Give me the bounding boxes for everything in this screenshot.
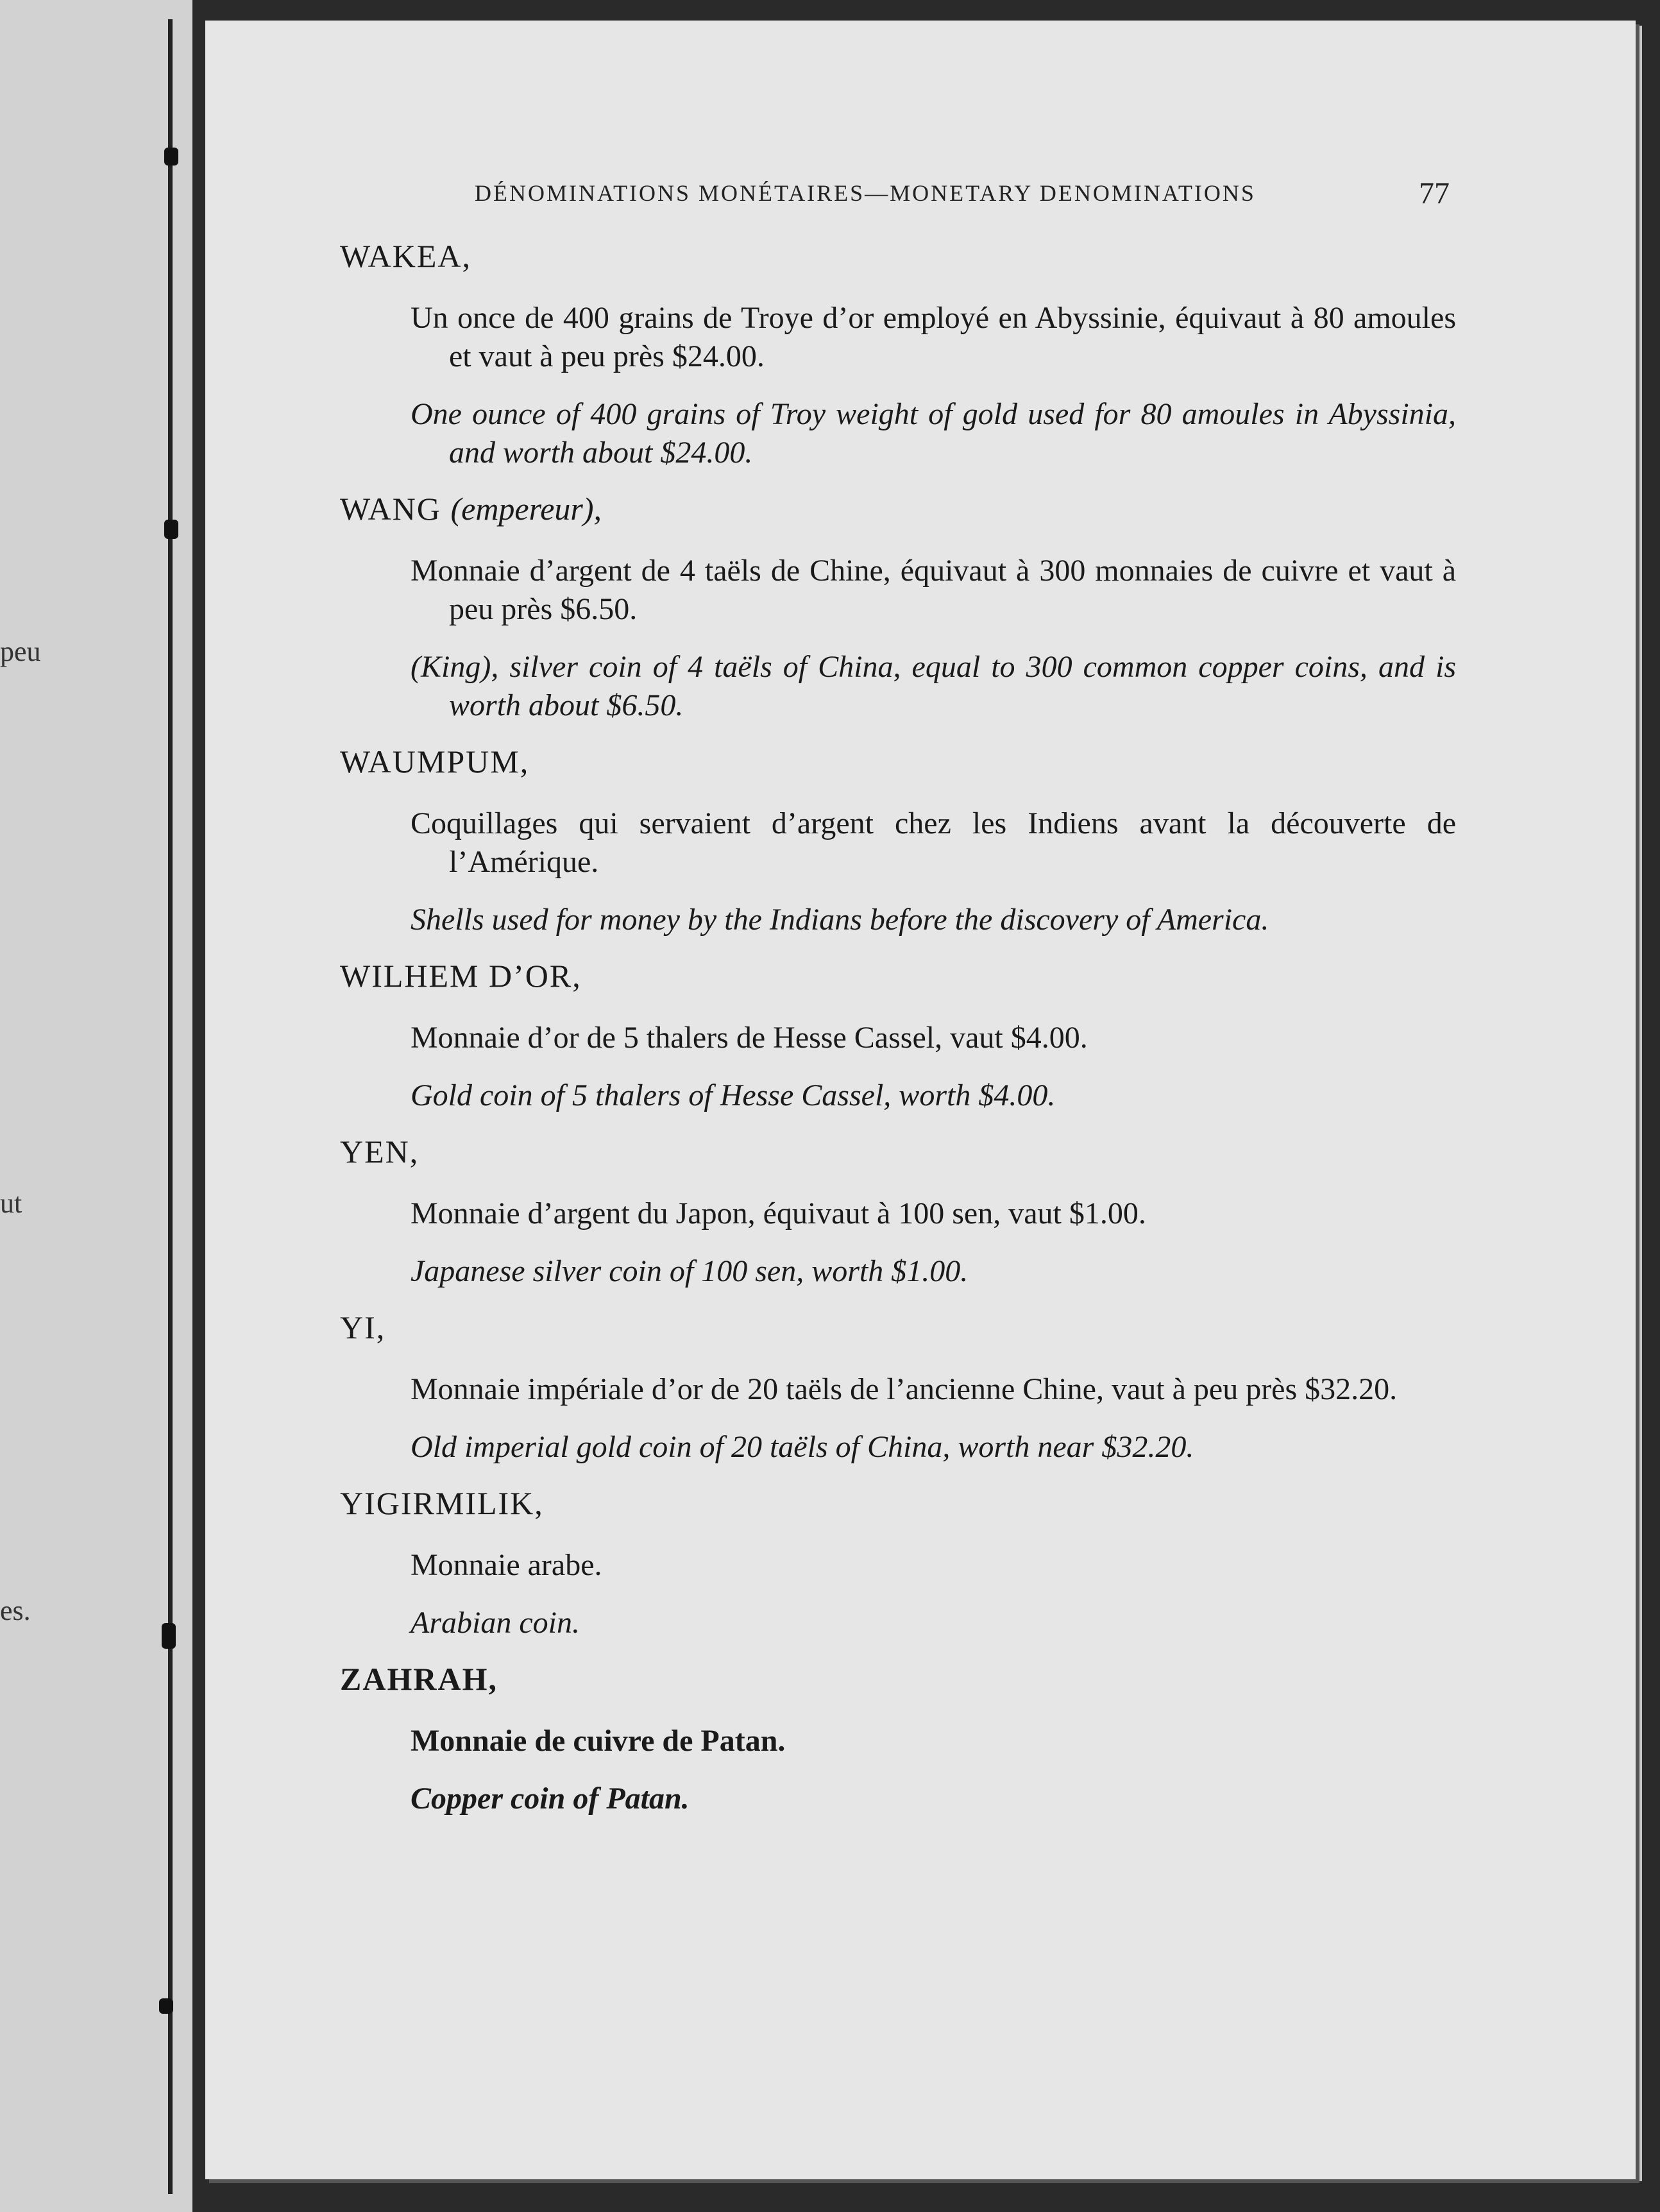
binding-mark <box>162 1623 176 1649</box>
entry-term: WANG (empereur), <box>340 491 602 527</box>
entry-french-definition: Monnaie d’argent du Japon, équivaut à 100 sen, vaut $1.00. <box>411 1196 1146 1230</box>
entry-french-definition: Monnaie d’or de 5 thalers de Hesse Cassel, vaut $4.00. <box>411 1021 1088 1055</box>
page-header <box>269 176 1450 225</box>
entry-english-definition: Copper coin of Patan. <box>411 1782 690 1816</box>
entry-term: YEN, <box>340 1134 419 1170</box>
entry-wakea <box>340 237 1456 472</box>
entry-wilhem-dor <box>340 957 1456 1115</box>
binding-mark <box>159 1998 173 2014</box>
page-edge <box>1636 26 1642 2181</box>
binding-mark <box>164 148 178 166</box>
entry-qualifier: (empereur), <box>450 491 602 527</box>
entry-term: YIGIRMILIK, <box>340 1485 544 1521</box>
entry-english-definition: Japanese silver coin of 100 sen, worth $1.00. <box>411 1254 969 1288</box>
entry-term: WILHEM D’OR, <box>340 958 582 994</box>
left-page-fragment: es. <box>0 1595 31 1626</box>
entry-french-definition: Coquillages qui servaient d’argent chez les Indiens avant la découverte de l’Amérique. <box>411 806 1456 879</box>
entry-yigirmilik <box>340 1485 1456 1642</box>
entry-zahrah <box>340 1660 1456 1818</box>
entry-english-definition: Arabian coin. <box>411 1606 580 1640</box>
page-number: 77 <box>1419 176 1450 210</box>
entry-french-definition: Un once de 400 grains de Troye d’or employé en Abyssinie, équivaut à 80 amoules et vaut à peu près $24.00. <box>411 301 1456 373</box>
left-page-fragment: peu <box>0 636 41 667</box>
running-title: DÉNOMINATIONS MONÉTAIRES—MONETARY DENOMINATIONS <box>475 180 1256 206</box>
entry-yen <box>340 1133 1456 1291</box>
entry-french-definition: Monnaie d’argent de 4 taëls de Chine, équivaut à 300 monnaies de cuivre et vaut à peu près $6.50. <box>411 554 1456 626</box>
entry-english-definition: One ounce of 400 grains of Troy weight of gold used for 80 amoules in Abyssinia, and worth about $24.00. <box>411 397 1456 470</box>
entry-term: ZAHRAH, <box>340 1661 498 1697</box>
entry-term: YI, <box>340 1309 386 1345</box>
entry-english-definition: Shells used for money by the Indians before the discovery of America. <box>411 903 1269 937</box>
entry-english-definition: Old imperial gold coin of 20 taëls of China, worth near $32.20. <box>411 1430 1194 1464</box>
entry-term: WAKEA, <box>340 238 472 274</box>
binding-mark <box>164 520 178 539</box>
left-page-fragment: ut <box>0 1187 22 1219</box>
entry-french-definition: Monnaie impériale d’or de 20 taëls de l’ancienne Chine, vaut à peu près $32.20. <box>411 1372 1398 1406</box>
entry-waumpum <box>340 743 1456 939</box>
left-page <box>0 0 192 2212</box>
book-spine <box>168 19 173 2194</box>
entry-term: WAUMPUM, <box>340 744 530 779</box>
entry-french-definition: Monnaie de cuivre de Patan. <box>411 1724 786 1758</box>
entry-english-definition: (King), silver coin of 4 taëls of China, equal to 300 common copper coins, and is worth about $6.50. <box>411 650 1456 722</box>
entry-yi <box>340 1309 1456 1467</box>
entry-wang <box>340 490 1456 725</box>
dictionary-entries <box>340 237 1456 1836</box>
entry-english-definition: Gold coin of 5 thalers of Hesse Cassel, worth $4.00. <box>411 1078 1056 1112</box>
entry-french-definition: Monnaie arabe. <box>411 1548 602 1582</box>
